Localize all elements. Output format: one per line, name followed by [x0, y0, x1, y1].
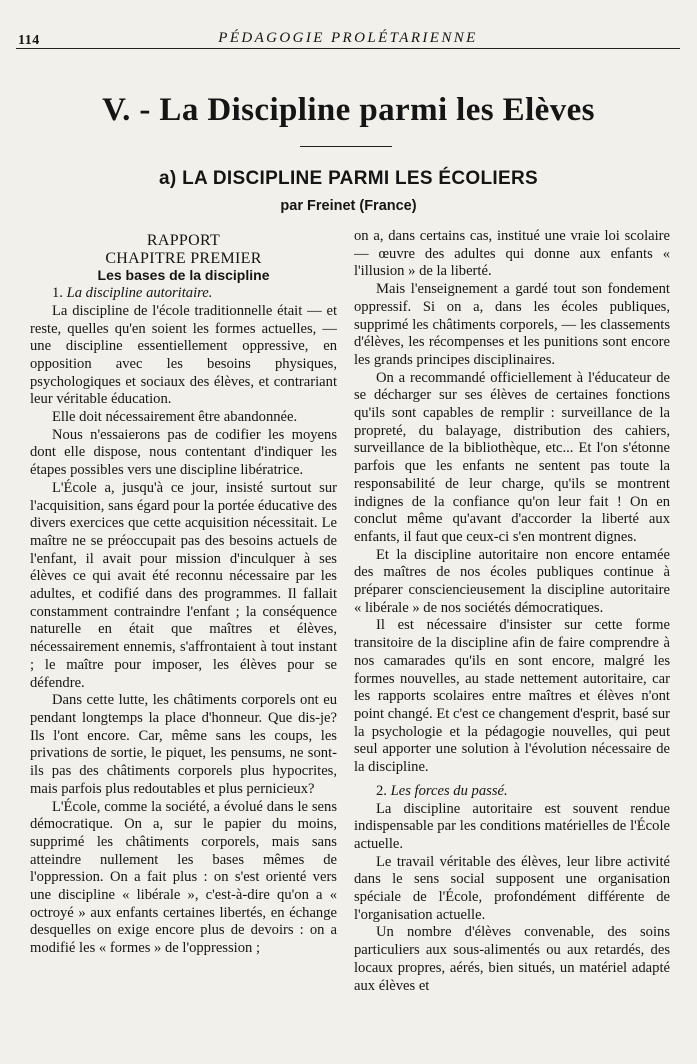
paragraph: Nous n'essaierons pas de codifier les moyens dont elle dispose, nous contentant d'indiquer les étapes possibles vers une discipline libératrice. — [30, 426, 337, 479]
paragraph: L'École, comme la société, a évolué dans le sens démocratique. On a, sur le papier du moins, supprimé les châtiments corporels, mais sans atteindre nullement les bases mêmes de l'oppression. On a fait plus : on s'est orienté vers une discipline « libérale », c'est-à-dire qu'on a « octroyé » aux enfants certaines libertés, en échange desquelles on exige encore plus de devoirs : on a modifié les « formes » de l'oppression ; — [30, 798, 337, 957]
right-column — [354, 228, 670, 1058]
paragraph: Elle doit nécessairement être abandonnée. — [52, 409, 298, 426]
paragraph: L'École a, jusqu'à ce jour, insisté surtout sur l'acquisition, sans égard pour la portée éducative des divers exercices que cette acquisition nécessitait. Le maître ne se préoccupait pas des besoins actuels de l'enfant, il avait pour mission d'inculquer à ses élèves ce qui avait été reconnu nécessaire par les adultes, et codifié dans des programmes. Il fallait constamment contraindre l'enfant ; la conséquence naturelle en était que maîtres et élèves, nécessairement ennemis, s'affrontaient à tout instant ; le maître pour imposer, les élèves pour se défendre. — [30, 479, 337, 691]
running-head: PÉDAGOGIE PROLÉTARIENNE — [218, 30, 478, 46]
paragraph: Un nombre d'élèves convenable, des soins particuliers aux sous-alimentés ou aux retardés, des locaux propres, aérés, bien situés, un matériel adapté aux élèves et — [354, 924, 670, 994]
chapter-title: V. - La Discipline parmi les Elèves — [102, 92, 595, 128]
section-2-heading — [354, 783, 670, 801]
page-number: 114 — [18, 33, 40, 48]
rapport-heading: RAPPORT — [146, 232, 221, 249]
section-2-number: 2. — [376, 782, 387, 799]
section-1-heading — [30, 285, 337, 303]
paragraph: Le travail véritable des élèves, leur libre activité dans le sens social supposent une organisation spéciale de l'École, profondément différente de l'organisation actuelle. — [354, 853, 670, 923]
paragraph: La discipline de l'école traditionnelle était — et reste, quelles qu'en soient les formes actuelles, — une discipline essentiellement oppressive, en opposition avec les besoins physiques, psychologiques et sociaux des élèves, et contrariant leur véritable éducation. — [30, 302, 337, 408]
chapter-heading: CHAPITRE PREMIER — [105, 249, 262, 267]
bases-heading: Les bases de la discipline — [97, 267, 270, 284]
left-column — [30, 232, 337, 1062]
byline: par Freinet (France) — [280, 198, 417, 214]
paragraph: On a recommandé officiellement à l'éducateur de se décharger sur ses élèves de certaines fonctions qu'ils sont capables de remplir : surveillance de la propreté, du balayage, distribution des cahiers, surveillance de la bibliothèque, etc... Et l'on s'étonne parfois que les enfants ne sentent pas toute la responsabilité de leur charge, qu'ils se montrent indignes de la confiance qu'on leur fait ! On en conclut même qu'avant d'accorder la liberté aux enfants, il faut que ceux-ci s'en montrent dignes. — [354, 369, 670, 545]
paragraph: Il est nécessaire d'insister sur cette forme transitoire de la discipline afin de faire comprendre à nos camarades qu'ils en sont encore, malgré les formes nouvelles, au stade nettement autoritaire, car les rapports scolaires entre maîtres et élèves n'ont point changé. Et c'est ce changement d'esprit, basé sur la psychologie et la pédagogie nouvelles, qui peut seul apporter une solution à l'évolution nécessaire de la discipline. — [354, 617, 670, 776]
page-header — [16, 30, 680, 49]
section-1-number: 1. — [52, 285, 63, 302]
paragraph: on a, dans certains cas, institué une vraie loi scolaire — œuvre des adultes qui donne aux enfants « l'illusion » de la liberté. — [354, 228, 670, 280]
paragraph: Mais l'enseignement a gardé tout son fondement oppressif. Si on a, dans les écoles publiques, supprimé les châtiments corporels, — les classements d'élèves, les récompenses et les punitions sont encore les grands principes disciplinaires. — [354, 281, 670, 368]
title-divider — [300, 146, 392, 147]
section-subtitle: a) LA DISCIPLINE PARMI LES ÉCOLIERS — [159, 168, 538, 189]
paragraph: Dans cette lutte, les châtiments corporels ont eu pendant longtemps la place d'honneur. Que dis-je? Ils l'ont encore. Car, même sans les coups, les privations de sortie, le piquet, les pensums, ne sont-ils pas des châtiments corporels plus hypocrites, mais parfois plus redoutables et plus pernicieux? — [30, 692, 337, 797]
paragraph: Et la discipline autoritaire non encore entamée des maîtres de nos écoles publiques continue à préparer consciencieusement la discipline autoritaire « libérale » de nos sociétés démocratiques. — [354, 546, 670, 616]
section-2-title: Les forces du passé. — [390, 782, 508, 799]
section-1-title: La discipline autoritaire. — [66, 285, 213, 302]
paragraph: La discipline autoritaire est souvent rendue indispensable par les conditions matérielles de l'École actuelle. — [354, 800, 670, 852]
